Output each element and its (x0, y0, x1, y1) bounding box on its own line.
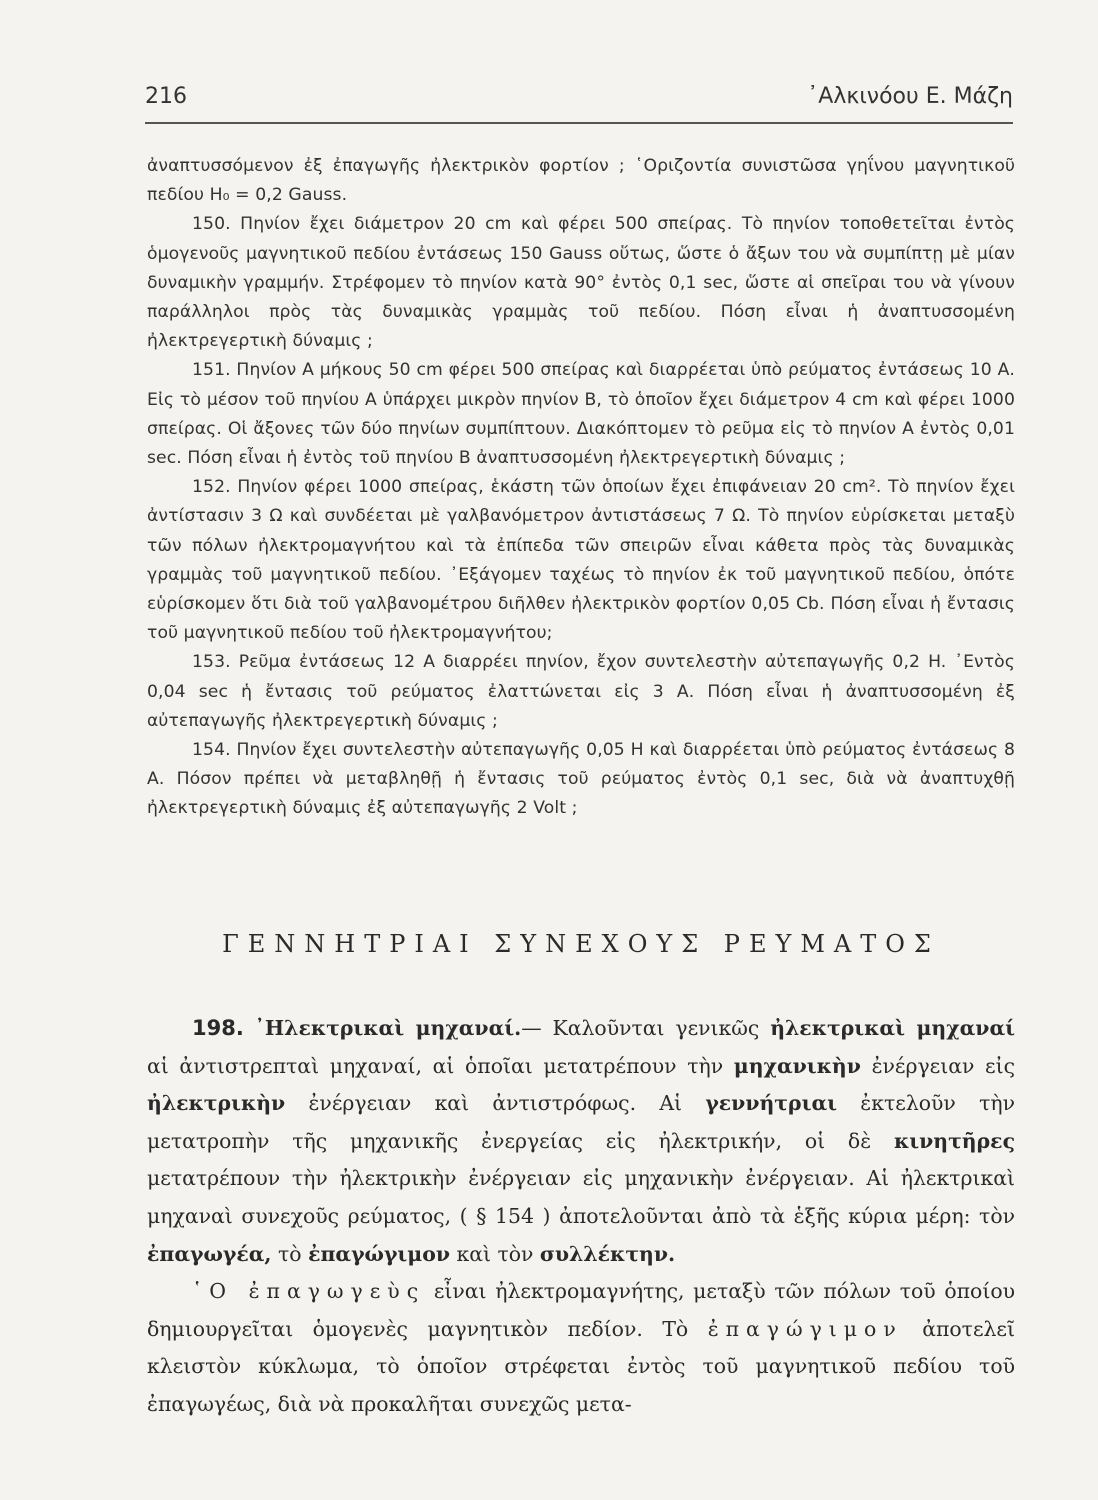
text-run: — Καλοῦνται γενικῶς (521, 1016, 771, 1040)
paragraph-198 (147, 1010, 1015, 1273)
spaced-term: ἐπαγώγιμον (707, 1316, 903, 1341)
text-run: εἶναι ἠλεκτρομαγνήτης, μεταξὺ τῶν πόλων τοῦ ὁποίου δημιουργεῖται ὁμογενὲς μαγνητικὸν πεδίον. Τὸ (147, 1279, 1016, 1341)
main-text (147, 1010, 1015, 1424)
problem-150: 150. Πηνίον ἔχει διάμετρον 20 cm καὶ φέρει 500 σπείρας. Τὸ πηνίον τοποθετεῖται ἐντὸς ὁμογενοῦς μαγνητικοῦ πεδίου ἐντάσεως 150 Gauss οὕτως, ὥστε ὁ ἄξων του νὰ συμπίπτῃ μὲ μίαν δυναμικὴν γραμμήν. Στρέφομεν τὸ πηνίον κατὰ 90° ἐντὸς 0,1 sec, ὥστε αἱ σπεῖραι του νὰ γίνουν παράλληλοι πρὸς τὰς δυναμικὰς γραμμὰς τοῦ πεδίου. Πόση εἶναι ἡ ἀναπτυσσομένη ἠλεκτρεγερτικὴ δύναμις ; (147, 214, 1015, 352)
text-run: μετατρέπουν τὴν ἠλεκτρικὴν ἐνέργειαν εἰς μηχανικὴν ἐνέργειαν. Αἱ ἠλεκτρικαὶ μηχαναὶ συνεχοῦς ρεύματος, ( § 154 ) ἀποτελοῦνται ἀπὸ τὰ ἑξῆς κύρια μέρη: τὸν (147, 1166, 1015, 1228)
running-head-author: ᾿Αλκινόου Ε. Μάζη (807, 84, 1013, 109)
text-run: αἱ ἀντιστρεπταὶ μηχαναί, αἱ ὁποῖαι μετατρέπουν τὴν (147, 1053, 734, 1078)
problem-152: 152. Πηνίον φέρει 1000 σπείρας, ἑκάστη τῶν ὁποίων ἔχει ἐπιφάνειαν 20 cm². Τὸ πηνίον ἔχει ἀντίστασιν 3 Ω καὶ συνδέεται μὲ γαλβανόμετρον ἀντιστάσεως 7 Ω. Τὸ πηνίον εὑρίσκεται μεταξὺ τῶν πόλων ἠλεκτρομαγνήτου καὶ τὰ ἐπίπεδα τῶν σπειρῶν εἶναι κάθετα πρὸς τὰς δυναμικὰς γραμμὰς τοῦ μαγνητικοῦ πεδίου. ᾿Εξάγομεν ταχέως τὸ πηνίον ἐκ τοῦ μαγνητικοῦ πεδίου, ὁπότε εὑρίσκομεν ὅτι διὰ τοῦ γαλβανομέτρου διῆλθεν ἠλεκτρικὸν φορτίον 0,05 Cb. Πόση εἶναι ἡ ἔντασις τοῦ μαγνητικοῦ πεδίου τοῦ ἠλεκτρομαγνήτου; (147, 477, 1015, 644)
bold-term: ἠλεκτρικαὶ μηχαναί (770, 1016, 1016, 1040)
text-run: ἐνέργειαν εἰς (860, 1053, 1015, 1078)
problems-section (147, 152, 1015, 824)
spaced-term: ῾Ο ἐπαγωγεὺς (192, 1279, 426, 1304)
text-run: τὸ (271, 1241, 309, 1266)
bold-term: μηχανικὴν (733, 1053, 861, 1078)
header-rule (145, 122, 1013, 124)
paragraph-epagogeus (147, 1273, 1015, 1423)
text-run: ἀποτελεῖ κλειστὸν κύκλωμα, τὸ ὁποῖον στρέφεται ἐντὸς τοῦ μαγνητικοῦ πεδίου τοῦ ἐπαγωγέως, διὰ νὰ προκαλῆται συνεχῶς μετα- (147, 1316, 1015, 1416)
problem-154: 154. Πηνίον ἔχει συντελεστὴν αὐτεπαγωγῆς 0,05 H καὶ διαρρέεται ὑπὸ ρεύματος ἐντάσεως 8 Α. Πόσον πρέπει νὰ μεταβληθῇ ἡ ἔντασις τοῦ ρεύματος ἐντὸς 0,1 sec, διὰ νὰ ἀναπτυχθῇ ἠλεκτρεγερτικὴ δύναμις ἐξ αὐτεπαγωγῆς 2 Volt ; (147, 740, 1015, 819)
bold-term: γεννήτριαι (705, 1091, 838, 1116)
bold-term: συλλέκτην. (539, 1241, 676, 1266)
bold-term: ἠλεκτρικὴν (147, 1091, 286, 1116)
text-run: ἐκτελοῦν τὴν μετατροπὴν τῆς μηχανικῆς ἐνεργείας εἰς ἠλεκτρικήν, οἱ δὲ (147, 1091, 1015, 1153)
bold-term: κινητῆρες (893, 1128, 1015, 1153)
problem-continuation: ἀναπτυσσόμενον ἐξ ἐπαγωγῆς ἠλεκτρικὸν φορτίον ; ῾Οριζοντία συνιστῶσα γηΐνου μαγνητικοῦ πεδίου H₀ = 0,2 Gauss. (147, 156, 1015, 206)
problem-153: 153. Ρεῦμα ἐντάσεως 12 Α διαρρέει πηνίον, ἔχον συντελεστὴν αὐτεπαγωγῆς 0,2 H. ᾿Εντὸς 0,04 sec ἡ ἔντασις τοῦ ρεύματος ἐλαττώνεται εἰς 3 Α. Πόση εἶναι ἡ ἀναπτυσσομένη ἐξ αὐτεπαγωγῆς ἠλεκτρεγερτικὴ δύναμις ; (147, 652, 1015, 731)
section-heading: ᾿Ηλεκτρικαὶ μηχαναί. (254, 1016, 522, 1040)
text-run: ἐνέργειαν καὶ ἀντιστρόφως. Αἱ (285, 1091, 706, 1116)
section-number: 198. (192, 1016, 244, 1040)
problem-151: 151. Πηνίον Α μήκους 50 cm φέρει 500 σπείρας καὶ διαρρέεται ὑπὸ ρεύματος ἐντάσεως 10 Α. Εἰς τὸ μέσον τοῦ πηνίου Α ὑπάρχει μικρὸν πηνίον Β, τὸ ὁποῖον ἔχει διάμετρον 4 cm καὶ φέρει 1000 σπείρας. Οἱ ἄξονες τῶν δύο πηνίων συμπίπτουν. Διακόπτομεν τὸ ρεῦμα εἰς τὸ πηνίον Α ἐντὸς 0,01 sec. Πόση εἶναι ἡ ἐντὸς τοῦ πηνίου Β ἀναπτυσσομένη ἠλεκτρεγερτικὴ δύναμις ; (147, 360, 1015, 469)
page-number: 216 (145, 84, 187, 109)
text-run: καὶ τὸν (449, 1241, 540, 1266)
bold-term: ἐπαγωγέα, (147, 1241, 272, 1266)
section-title: ΓΕΝΝΗΤΡΙΑΙ ΣΥΝΕΧΟΥΣ ΡΕΥΜΑΤΟΣ (222, 930, 940, 958)
bold-term: ἐπαγώγιμον (308, 1241, 450, 1266)
